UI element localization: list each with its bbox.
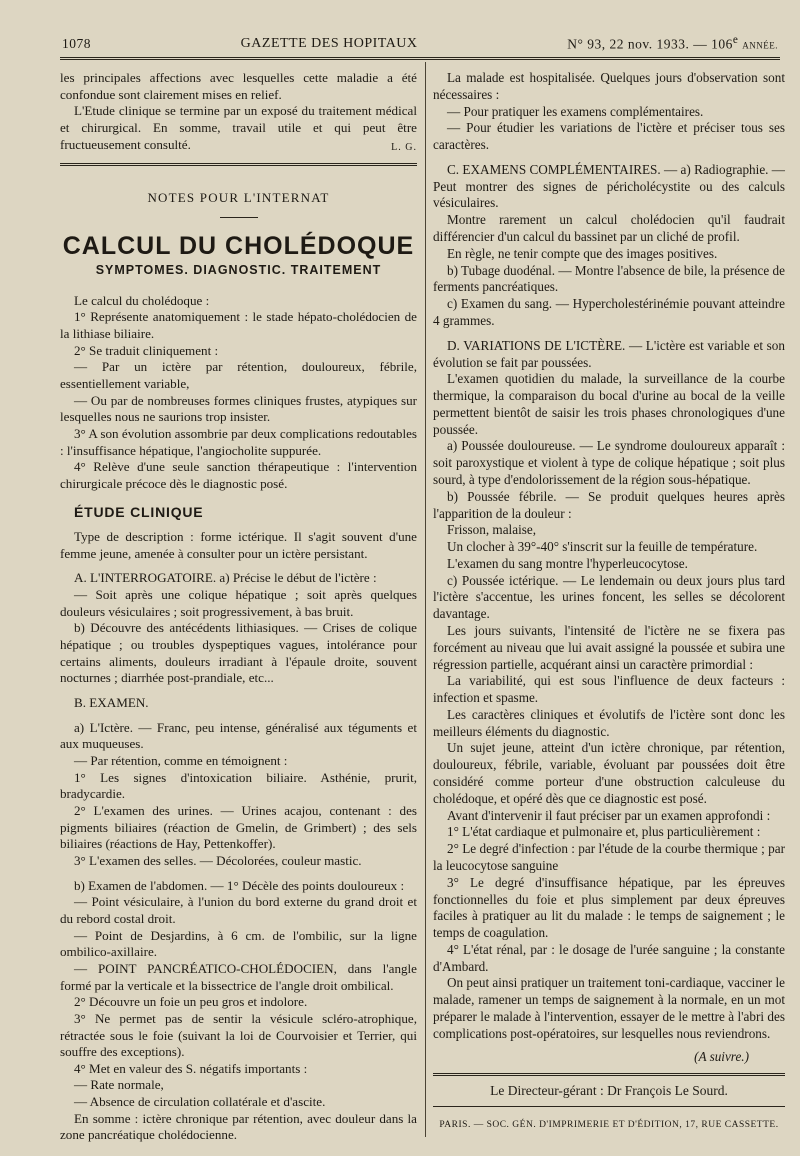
paragraph: b) Tubage duodénal. — Montre l'absence de bile, la présence de ferments pancréatiques. <box>433 262 785 295</box>
paragraph: La malade est hospitalisée. Quelques jours d'observation sont nécessaires : <box>433 70 785 102</box>
printer-imprint: PARIS. — SOC. GÉN. D'IMPRIMERIE ET D'ÉDITION, 17, RUE CASSETTE. <box>439 1120 779 1131</box>
paragraph: C. EXAMENS COMPLÉMENTAIRES. — a) Radiographie. — Peut montrer des signes de péricholécystite ou des calculs vésiculaires. <box>433 161 785 211</box>
paragraph: — Point vésiculaire, à l'union du bord externe du grand droit et du rebord costal droit. <box>60 894 417 926</box>
paragraph: 1° Les signes d'intoxication biliaire. Asthénie, prurit, bradycardie. <box>60 769 417 802</box>
paragraph: a) L'Ictère. — Franc, peu intense, généralisé aux téguments et aux muqueuses. <box>60 719 417 752</box>
paragraph: — Par un ictère par rétention, douloureux, fébrile, essentiellement variable, <box>60 359 417 391</box>
paragraph: c) Examen du sang. — Hypercholestérinémie pouvant atteindre 4 grammes. <box>433 296 785 328</box>
paragraph: 2° L'examen des urines. — Urines acajou, contenant : des pigments biliaires (réaction de Gmelin, de Grimbert) ; des sels biliaires (réactions de Hay, Pettenkoffer). <box>60 802 417 852</box>
paragraph: 4° L'état rénal, par : le dosage de l'urée sanguine ; la constante d'Ambard. <box>433 941 785 974</box>
article-title: CALCUL DU CHOLÉDOQUE <box>62 231 415 260</box>
paragraph: Le calcul du cholédoque : <box>74 292 210 308</box>
journal-name: GAZETTE DES HOPITAUX <box>240 36 418 51</box>
paragraph: b) Découvre des antécédents lithiasiques. — Crises de colique hépatique ; ou troubles dyspeptiques vagues, intolérance pour certains aliments, douleurs irradiant à l'épaule droite, souvent nocturnes ; diarrhée post-prandiale, etc... <box>60 620 417 686</box>
footer-rule-thin <box>433 1106 785 1107</box>
paragraph: 2° Découvre un foie un peu gros et indolore. <box>74 994 308 1010</box>
left-column <box>60 70 417 1144</box>
section-separator <box>60 163 417 166</box>
paragraph: — Par rétention, comme en témoignent : <box>74 753 288 768</box>
paragraph: — Pour pratiquer les examens complémentaires. <box>447 103 704 119</box>
paragraph: b) Examen de l'abdomen. — 1° Décèle des points douloureux : <box>74 877 405 893</box>
issue-tail: ANNÉE. <box>742 40 778 50</box>
paragraph: En somme : ictère chronique par rétention, avec douleur dans la zone pancréatique cholédocienne. <box>60 1110 417 1143</box>
paragraph: 2° Le degré d'infection : par l'étude de la courbe thermique ; par la leucocytose sanguine <box>433 841 785 873</box>
paragraph: c) Poussée ictérique. — Le lendemain ou deux jours plus tard l'ictère s'accentue, les urines foncent, les selles se décolorent davantage. <box>433 572 785 622</box>
right-column <box>433 70 785 1134</box>
paragraph: D. VARIATIONS DE L'ICTÈRE. — L'ictère est variable et son évolution se fait par poussées. <box>433 337 785 370</box>
paragraph: Frisson, malaise, <box>447 522 537 538</box>
column-divider <box>425 62 426 1137</box>
paragraph: — Rate normale, <box>74 1077 164 1093</box>
paragraph: 1° L'état cardiaque et pulmonaire et, plus particulièrement : <box>447 824 761 840</box>
paragraph: La variabilité, qui est sous l'influence de deux facteurs : infection et spasme. <box>433 673 785 706</box>
paragraph: Un clocher à 39°-40° s'inscrit sur la feuille de température. <box>447 539 758 555</box>
paragraph: b) Poussée fébrile. — Se produit quelques heures après l'apparition de la douleur : <box>433 488 785 521</box>
paragraph: 3° Ne permet pas de sentir la vésicule scléro-atrophique, rétractée sous le foie (suivant la loi de Courvoisier et Terrier, qui souffre des exceptions). <box>60 1010 417 1060</box>
paragraph: Les jours suivants, l'intensité de l'ictère ne se fixera pas forcément au niveau que lui avait assigné la poussée et subira une régression partielle, acquérant ainsi un caractère primordial : <box>433 623 785 672</box>
paragraph: Montre rarement un calcul cholédocien qu'il faudrait différencier d'un calcul du bassinet par un cliché de profil. <box>433 212 785 245</box>
review-conclusion <box>60 103 417 153</box>
issue-date: N° 93, 22 nov. 1933. — 106 <box>567 36 733 51</box>
paragraph: — POINT PANCRÉATICO-CHOLÉDOCIEN, dans l'angle formé par la verticale et la bissectrice de l'angle droit ombilical. <box>60 960 417 993</box>
paragraph: Avant d'intervenir il faut préciser par un examen approfondi : <box>447 807 771 823</box>
paragraph: 1° Représente anatomiquement : le stade hépato-cholédocien de la lithiase biliaire. <box>60 309 417 341</box>
director-line: Le Directeur-gérant : Dr François Le Sourd. <box>490 1083 728 1099</box>
paragraph: B. EXAMEN. <box>74 695 149 711</box>
notes-heading: NOTES POUR L'INTERNAT <box>147 190 330 206</box>
review-signature: L. G. <box>391 141 417 153</box>
paragraph: — Pour étudier les variations de l'ictère et préciser tous ses caractères. <box>433 120 785 153</box>
paragraph: — Point de Desjardins, à 6 cm. de l'ombilic, sur la ligne ombilico-axillaire. <box>60 927 417 960</box>
short-rule <box>220 217 258 218</box>
paragraph: Les caractères cliniques et évolutifs de l'ictère sont donc les meilleurs éléments du diagnostic. <box>433 706 785 739</box>
paragraph: 2° Se traduit cliniquement : <box>74 342 219 358</box>
paragraph: A. L'INTERROGATOIRE. a) Précise le début de l'ictère : <box>74 570 377 586</box>
section-heading-clinique: ÉTUDE CLINIQUE <box>74 504 204 521</box>
review-conclusion-text: L'Etude clinique se termine par un exposé du traitement médical et chirurgical. En somme, travail utile et qui peut être fructueusement consulté. <box>60 103 417 152</box>
paragraph: L'examen quotidien du malade, la surveillance de la courbe thermique, la comparaison du bocal d'urine au bocal de la veille permettent bientôt de saisir les trois phases chronologiques d'une poussée. <box>433 371 785 437</box>
to-be-continued: (A suivre.) <box>694 1048 749 1064</box>
article-subtitle: SYMPTOMES. DIAGNOSTIC. TRAITEMENT <box>95 262 382 277</box>
paragraph: On peut ainsi pratiquer un traitement toni-cardiaque, vacciner le malade, ramener un temps de saignement à la normale, en un mot préparer le malade à l'intervention, essayer de le mettre à l'abri des complications post-opératoires, sur lesquelles nous reviendrons. <box>433 975 785 1041</box>
paragraph: Un sujet jeune, atteint d'un ictère chronique, par rétention, douloureux, fébrile, variable, évoluant par poussées doit être considéré comme porteur d'une obstruction calculeuse du cholédoque, et opéré dès que ce diagnostic est posé. <box>433 740 785 806</box>
issue-info <box>567 34 778 53</box>
paragraph: 4° Met en valeur des S. négatifs importants : <box>74 1060 308 1076</box>
paragraph: — Soit après une colique hépatique ; soit après quelques douleurs vésiculaires ; soit progressivement, à bas bruit. <box>60 587 417 619</box>
paragraph: a) Poussée douloureuse. — Le syndrome douloureux apparaît : soit paroxystique et violent à type de colique hépatique ; soit plus sourd, à type d'endolorissement de la région sous-hépatique. <box>433 438 785 487</box>
paragraph: 3° Le degré d'insuffisance hépatique, par les épreuves fonctionnelles du foie et plus simplement par deux épreuves faciles à pratiquer au lit du malade : le temps de saignement ; le temps de coagulation. <box>433 874 785 941</box>
paragraph: En règle, ne tenir compte que des images positives. <box>447 245 718 261</box>
paragraph: L'examen du sang montre l'hyperleucocytose. <box>447 555 688 571</box>
page-number: 1078 <box>62 36 91 51</box>
paragraph: Type de description : forme ictérique. Il s'agit souvent d'une femme jeune, amenée à consulter pour un ictère persistant. <box>60 529 417 561</box>
paragraph: — Absence de circulation collatérale et d'ascite. <box>74 1094 326 1110</box>
paragraph: 4° Relève d'une seule sanction thérapeutique : l'intervention chirurgicale précoce dès le diagnostic posé. <box>60 459 417 491</box>
footer-rule <box>433 1073 785 1076</box>
paragraph: — Ou par de nombreuses formes cliniques frustes, atypiques sur lesquelles nous ne saurions trop insister. <box>60 392 417 425</box>
issue-sup: e <box>732 33 739 46</box>
header-rule <box>60 57 780 60</box>
paragraph: 3° A son évolution assombrie par deux complications redoutables : l'insuffisance hépatique, l'angiocholite suppurée. <box>60 425 417 458</box>
running-header <box>62 30 778 52</box>
paragraph: 3° L'examen des selles. — Décolorées, couleur mastic. <box>74 852 362 868</box>
review-intro: les principales affections avec lesquelles cette maladie a été confondue sont clairement mises en relief. <box>60 70 417 102</box>
